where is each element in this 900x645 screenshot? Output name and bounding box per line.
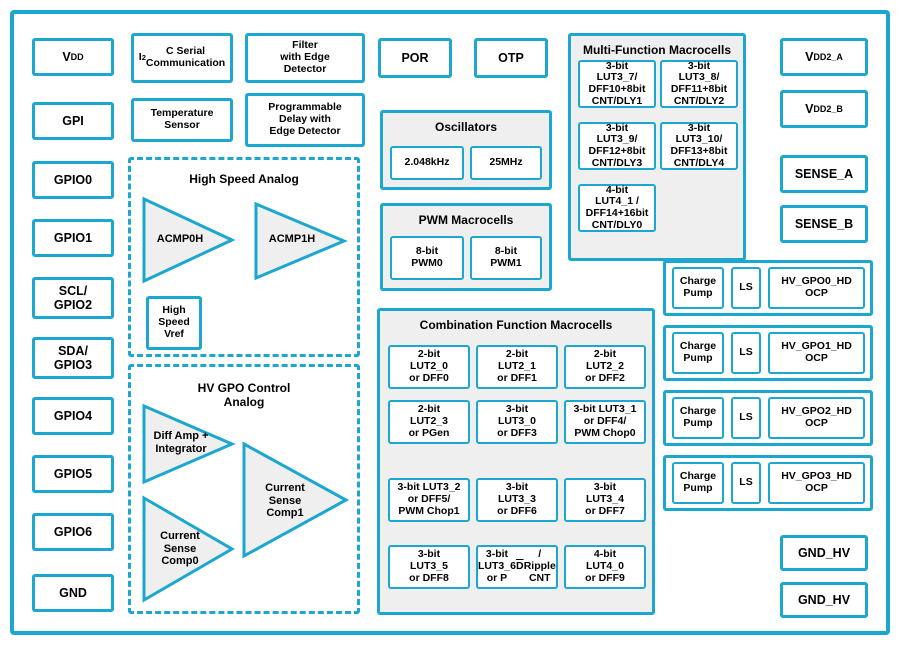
pin-vdd2-a: V DD2_A xyxy=(780,38,868,76)
level-shifter-2: LS xyxy=(731,397,761,439)
block-filter-edge-detector: Filter with Edge Detector xyxy=(245,33,365,83)
block-programmable-delay: Programmable Delay with Edge Detector xyxy=(245,93,365,147)
hv-gpo3-hd-ocp: HV_GPO3_HD OCP xyxy=(768,462,865,504)
group-title-pwm: PWM Macrocells xyxy=(418,213,514,227)
pin-gnd: GND xyxy=(32,574,114,612)
charge-pump-3: Charge Pump xyxy=(672,462,724,504)
pwm-1: 8-bit PWM1 xyxy=(470,236,542,280)
macrocell-lut3-0: 3-bit LUT3_0 or DFF3 xyxy=(476,400,558,444)
group-title-oscillators: Oscillators xyxy=(434,120,498,134)
region-title-hv-gpo-control: HV GPO Control Analog xyxy=(197,381,291,409)
amp-current-sense-comp1 xyxy=(240,440,350,560)
pin-gpi: GPI xyxy=(32,102,114,140)
block-temperature-sensor: Temperature Sensor xyxy=(131,98,233,142)
macrocell-lut2-2: 2-bit LUT2_2 or DFF2 xyxy=(564,345,646,389)
macrocell-lut3-1: 3-bit LUT3_1 or DFF4/ PWM Chop0 xyxy=(564,400,646,444)
macrocell-lut3-6: 3-bit LUT3_6 or P $\overline{D}$ / Ripple CNT xyxy=(476,545,558,589)
pin-gpio5: GPIO5 xyxy=(32,455,114,493)
hv-gpo2-hd-ocp: HV_GPO2_HD OCP xyxy=(768,397,865,439)
block-otp: OTP xyxy=(474,38,548,78)
amp-current-sense-comp0 xyxy=(140,494,236,604)
pin-sense-b: SENSE_B xyxy=(780,205,868,243)
amp-acmp0h xyxy=(140,195,236,285)
pin-sda-gpio3: SDA/ GPIO3 xyxy=(32,337,114,379)
macrocell-lut3-2: 3-bit LUT3_2 or DFF5/ PWM Chop1 xyxy=(388,478,470,522)
level-shifter-3: LS xyxy=(731,462,761,504)
amp-acmp0h-label: ACMP0H xyxy=(156,233,204,245)
macrocell-lut3-7: 3-bit LUT3_7/ DFF10+8bit CNT/DLY1 xyxy=(578,60,656,108)
macrocell-lut3-9: 3-bit LUT3_9/ DFF12+8bit CNT/DLY3 xyxy=(578,122,656,170)
pin-gpio4: GPIO4 xyxy=(32,397,114,435)
macrocell-lut2-0: 2-bit LUT2_0 or DFF0 xyxy=(388,345,470,389)
macrocell-lut4-0: 4-bit LUT4_0 or DFF9 xyxy=(564,545,646,589)
pin-sense-a: SENSE_A xyxy=(780,155,868,193)
macrocell-lut2-3: 2-bit LUT2_3 or PGen xyxy=(388,400,470,444)
block-por: POR xyxy=(378,38,452,78)
macrocell-lut3-5: 3-bit LUT3_5 or DFF8 xyxy=(388,545,470,589)
amp-diff-amp-label: Diff Amp + Integrator xyxy=(153,430,209,455)
pin-gnd-hv-2: GND_HV xyxy=(780,582,868,618)
region-title-high-speed-analog: High Speed Analog xyxy=(189,172,299,186)
group-title-multi-function: Multi-Function Macrocells xyxy=(582,43,731,57)
pin-gnd-hv-1: GND_HV xyxy=(780,535,868,571)
oscillator-2048khz: 2.048kHz xyxy=(390,146,464,180)
block-high-speed-vref: High Speed Vref xyxy=(146,296,202,350)
charge-pump-1: Charge Pump xyxy=(672,332,724,374)
amp-diff-amp-integrator xyxy=(140,402,236,486)
macrocell-lut3-3: 3-bit LUT3_3 or DFF6 xyxy=(476,478,558,522)
block-i2c-serial-communication: I 2 C Serial Communication xyxy=(131,33,233,83)
pin-gpio6: GPIO6 xyxy=(32,513,114,551)
pin-scl-gpio2: SCL/ GPIO2 xyxy=(32,277,114,319)
group-title-combination: Combination Function Macrocells xyxy=(419,318,613,332)
macrocell-lut4-1: 4-bit LUT4_1 / DFF14+16bit CNT/DLY0 xyxy=(578,184,656,232)
macrocell-lut2-1: 2-bit LUT2_1 or DFF1 xyxy=(476,345,558,389)
pin-vdd: V DD xyxy=(32,38,114,76)
pin-vdd2-b: V DD2_B xyxy=(780,90,868,128)
hv-gpo1-hd-ocp: HV_GPO1_HD OCP xyxy=(768,332,865,374)
hv-gpo0-hd-ocp: HV_GPO0_HD OCP xyxy=(768,267,865,309)
amp-current-sense-comp1-label: Current Sense Comp1 xyxy=(265,482,305,520)
amp-acmp1h xyxy=(252,200,348,282)
amp-current-sense-comp0-label: Current Sense Comp0 xyxy=(160,530,200,568)
macrocell-lut3-8: 3-bit LUT3_8/ DFF11+8bit CNT/DLY2 xyxy=(660,60,738,108)
amp-acmp1h-label: ACMP1H xyxy=(268,233,316,245)
level-shifter-0: LS xyxy=(731,267,761,309)
pin-gpio0: GPIO0 xyxy=(32,161,114,199)
pwm-0: 8-bit PWM0 xyxy=(390,236,464,280)
charge-pump-0: Charge Pump xyxy=(672,267,724,309)
macrocell-lut3-4: 3-bit LUT3_4 or DFF7 xyxy=(564,478,646,522)
oscillator-25mhz: 25MHz xyxy=(470,146,542,180)
pin-gpio1: GPIO1 xyxy=(32,219,114,257)
level-shifter-1: LS xyxy=(731,332,761,374)
macrocell-lut3-10: 3-bit LUT3_10/ DFF13+8bit CNT/DLY4 xyxy=(660,122,738,170)
charge-pump-2: Charge Pump xyxy=(672,397,724,439)
